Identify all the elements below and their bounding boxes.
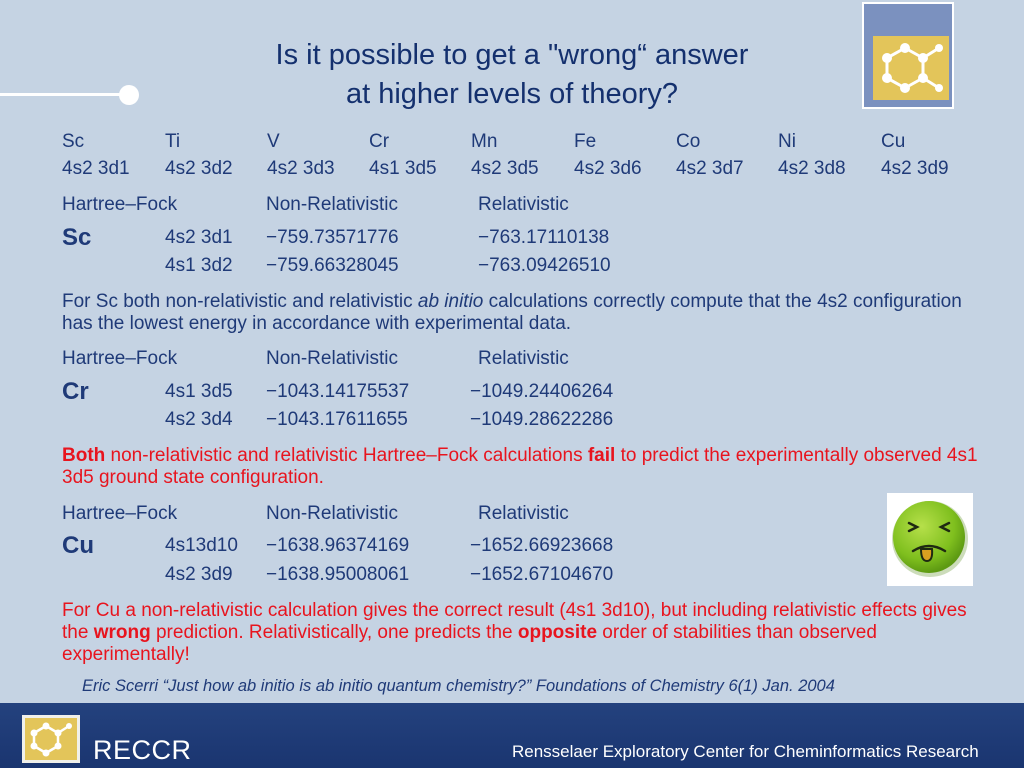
nonrel-energy-cell: −1638.95008061 [266, 564, 410, 585]
nonrel-energy-cell: −759.73571776 [266, 227, 399, 248]
rel-energy-cell: −1049.24406264 [470, 381, 614, 402]
element-name: Sc [62, 224, 92, 251]
slide-title [200, 36, 824, 114]
text-run: For Cu a non-relativistic calculation gives the correct result (4s1 3d10), but including relativistic effects gives the [62, 600, 967, 643]
header-logo [862, 2, 954, 109]
text-run: non-relativistic and relativistic Hartree–Fock calculations [105, 445, 588, 466]
nonrel-energy-cell: −1043.17611655 [266, 409, 408, 430]
nonrel-header: Non-Relativistic [266, 194, 398, 215]
method-header: Hartree–Fock [62, 503, 178, 524]
element-symbol: Mn [471, 131, 498, 152]
molecule-logo-icon [873, 36, 949, 100]
config-cell: 4s2 3d1 [165, 227, 233, 248]
italic-run: ab initio [417, 291, 484, 312]
title-line-1: Is it possible to get a "wrong“ answer [275, 39, 749, 71]
cu-explanation [62, 600, 982, 666]
sc-explanation [62, 291, 982, 335]
element-config: 4s2 3d2 [165, 158, 233, 179]
element-symbol: Sc [62, 131, 85, 152]
element-config: 4s2 3d1 [62, 158, 130, 179]
element-symbol: Fe [574, 131, 597, 152]
footer-organization: Rensselaer Exploratory Center for Cheminformatics Research [512, 742, 979, 761]
rel-energy-cell: −1049.28622286 [470, 409, 614, 430]
sick-face-icon [887, 493, 973, 586]
text-run: to predict the experimentally observed 4s1 3d5 ground state configuration. [62, 445, 978, 488]
nonrel-energy-cell: −1043.14175537 [266, 381, 410, 402]
rel-energy-cell: −763.17110138 [478, 227, 610, 248]
text-run: For Sc both non-relativistic and relativistic [62, 291, 418, 312]
molecule-logo-icon [22, 715, 80, 763]
element-symbol: Ni [778, 131, 796, 152]
config-cell: 4s1 3d5 [165, 381, 233, 402]
element-config: 4s2 3d9 [881, 158, 949, 179]
citation: Eric Scerri “Just how ab initio is ab initio quantum chemistry?” Foundations of Chemistry 6(1) Jan. 2004 [82, 677, 835, 695]
config-cell: 4s2 3d9 [165, 564, 233, 585]
rel-energy-cell: −1652.66923668 [470, 535, 614, 556]
element-config: 4s2 3d7 [676, 158, 744, 179]
element-symbol: V [267, 131, 280, 152]
nonrel-header: Non-Relativistic [266, 503, 398, 524]
nonrel-header: Non-Relativistic [266, 348, 398, 369]
rel-energy-cell: −1652.67104670 [470, 564, 614, 585]
config-cell: 4s1 3d2 [165, 255, 233, 276]
element-symbol: Co [676, 131, 701, 152]
element-config: 4s2 3d3 [267, 158, 335, 179]
title-divider-dot [119, 85, 139, 105]
bold-run: opposite [517, 622, 598, 643]
text-run: prediction. Relativistically, one predicts the [150, 622, 518, 643]
element-symbol: Ti [165, 131, 181, 152]
element-name: Cr [62, 378, 89, 405]
rel-header: Relativistic [478, 503, 569, 524]
footer-logo [22, 715, 80, 763]
nonrel-energy-cell: −1638.96374169 [266, 535, 410, 556]
element-symbol: Cu [881, 131, 906, 152]
element-config: 4s2 3d6 [574, 158, 642, 179]
config-cell: 4s13d10 [165, 535, 238, 556]
sick-face-image [887, 493, 973, 586]
config-cell: 4s2 3d4 [165, 409, 233, 430]
cr-explanation [62, 445, 982, 489]
element-config: 4s2 3d8 [778, 158, 846, 179]
rel-energy-cell: −763.09426510 [478, 255, 611, 276]
element-symbol: Cr [369, 131, 390, 152]
footer-brand-name: RECCR [93, 735, 192, 765]
footer-bar [0, 703, 1024, 768]
method-header: Hartree–Fock [62, 194, 178, 215]
method-header: Hartree–Fock [62, 348, 178, 369]
text-run: order of stabilities than observed experimentally! [62, 622, 877, 665]
rel-header: Relativistic [478, 348, 569, 369]
element-name: Cu [62, 532, 94, 559]
title-divider [0, 93, 126, 96]
element-config: 4s2 3d5 [471, 158, 539, 179]
title-line-2: at higher levels of theory? [345, 78, 679, 110]
text-run: calculations correctly compute that the 4s2 configuration has the lowest energy in accordance with experimental data. [62, 291, 962, 334]
bold-run: fail [587, 445, 616, 466]
bold-run: Both [62, 445, 106, 466]
rel-header: Relativistic [478, 194, 569, 215]
nonrel-energy-cell: −759.66328045 [266, 255, 399, 276]
element-config: 4s1 3d5 [369, 158, 437, 179]
bold-run: wrong [93, 622, 151, 643]
